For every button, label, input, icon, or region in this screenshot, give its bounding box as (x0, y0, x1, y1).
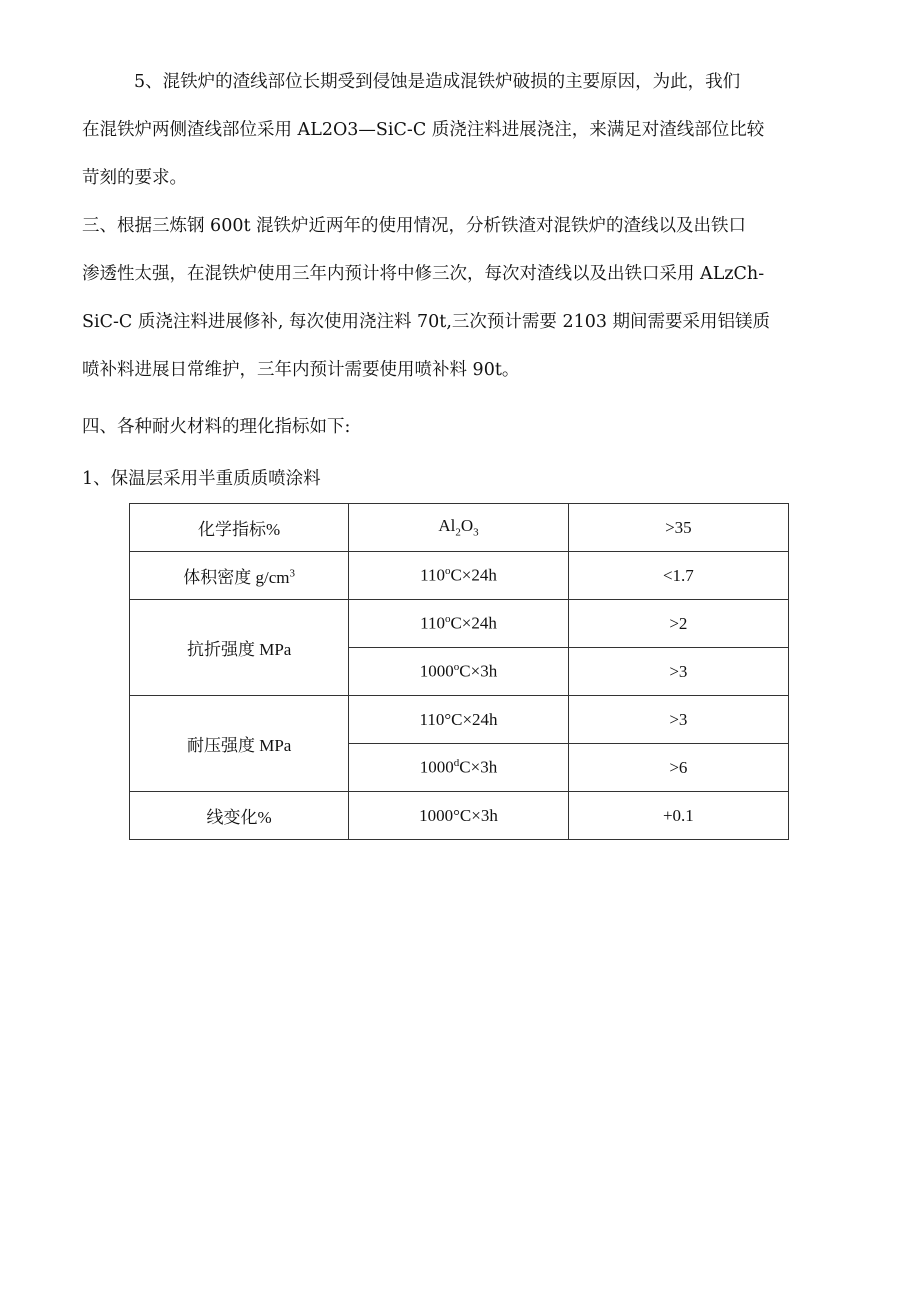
table-row (130, 552, 789, 600)
row-label: 化学指标% (130, 504, 349, 552)
condition-cell: $Al_2O_3$ (349, 504, 568, 552)
paragraph-5 (82, 58, 842, 202)
condition-cell: $1000^oC\times 3h$ (349, 648, 568, 696)
paragraph-line: 5、混铁炉的渣线部位长期受到侵蚀是造成混铁炉破损的主要原因，为此，我们 (134, 72, 741, 92)
condition-cell: $110^oC\times 24h$ (349, 552, 568, 600)
paragraph-line: 喷补料进展日常维护，三年内预计需要使用喷补料 90t。 (82, 360, 520, 380)
section-4-heading: 四、各种耐火材料的理化指标如下: (82, 417, 351, 437)
condition-cell: $1000^dC\times 3h$ (349, 744, 568, 792)
row-label: 抗折强度 MPa (130, 600, 349, 696)
row-label: 耐压强度 MPa (130, 696, 349, 792)
value-cell: <1.7 (568, 552, 788, 600)
table-row (130, 600, 789, 648)
table-caption: 1、保温层采用半重质质喷涂料 (82, 469, 321, 489)
value-cell: >3 (568, 696, 788, 744)
row-label: 线变化% (130, 792, 349, 840)
table-row (130, 504, 789, 552)
value-cell: +0.1 (568, 792, 788, 840)
value-cell: >3 (568, 648, 788, 696)
properties-table (129, 503, 789, 840)
value-cell: >6 (568, 744, 788, 792)
paragraph-line: 三、根据三炼钢 600t 混铁炉近两年的使用情况，分析铁渣对混铁炉的渣线以及出铁口 (82, 216, 747, 236)
value-cell: >35 (568, 504, 788, 552)
condition-cell: $110^oC\times 24h$ (349, 600, 568, 648)
paragraph-line: SiC-C 质浇注料进展修补, 每次使用浇注料 70t,三次预计需要 2103 期间需要采用铝镁质 (82, 312, 771, 332)
table-row (130, 696, 789, 744)
paragraph-section-3 (82, 202, 842, 394)
paragraph-line: 渗透性太强，在混铁炉使用三年内预计将中修三次，每次对渣线以及出铁口采用 ALzCh- (82, 264, 765, 284)
condition-cell: 1000°C×3h (349, 792, 568, 840)
condition-cell: 110°C×24h (349, 696, 568, 744)
paragraph-line: 在混铁炉两侧渣线部位采用 AL2O3—SiC-C 质浇注料进展浇注，来满足对渣线部位比较 (82, 120, 765, 140)
paragraph-line: 苛刻的要求。 (82, 168, 187, 188)
row-label: 体积密度 $g/cm^3$ (130, 552, 349, 600)
table-row (130, 792, 789, 840)
value-cell: >2 (568, 600, 788, 648)
